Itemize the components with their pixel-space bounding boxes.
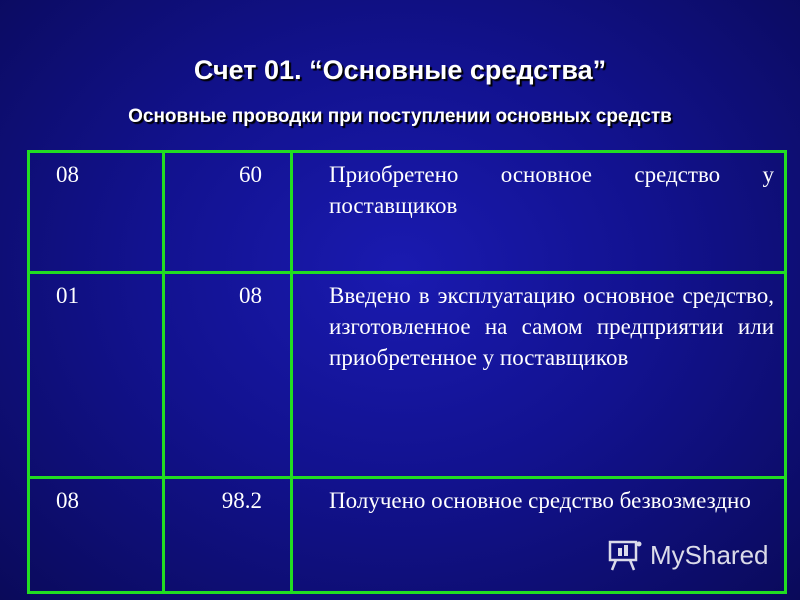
description-cell: Получено основное средство безвозмездно (292, 478, 786, 593)
debit-account-cell: 08 (29, 152, 164, 273)
credit-account-cell: 08 (163, 273, 292, 478)
table-row (29, 273, 786, 478)
table-row (29, 152, 786, 273)
slide-subtitle: Основные проводки при поступлении основных средств (128, 106, 672, 127)
credit-account-cell: 98.2 (163, 478, 292, 593)
watermark (606, 536, 769, 574)
debit-account-cell: 08 (29, 478, 164, 593)
presentation-board-icon (606, 536, 644, 574)
slide-title: Счет 01. “Основные средства” (193, 55, 607, 85)
watermark-text: MyShared (650, 539, 769, 570)
entries-table (27, 150, 787, 594)
description-cell: Приобретено основное средство у поставщиков (292, 152, 786, 273)
credit-account-cell: 60 (163, 152, 292, 273)
table-row (29, 478, 786, 593)
description-cell: Введено в эксплуатацию основное средство, изготовленное на самом предприятии или приобретенное у поставщиков (292, 273, 786, 478)
debit-account-cell: 01 (29, 273, 164, 478)
